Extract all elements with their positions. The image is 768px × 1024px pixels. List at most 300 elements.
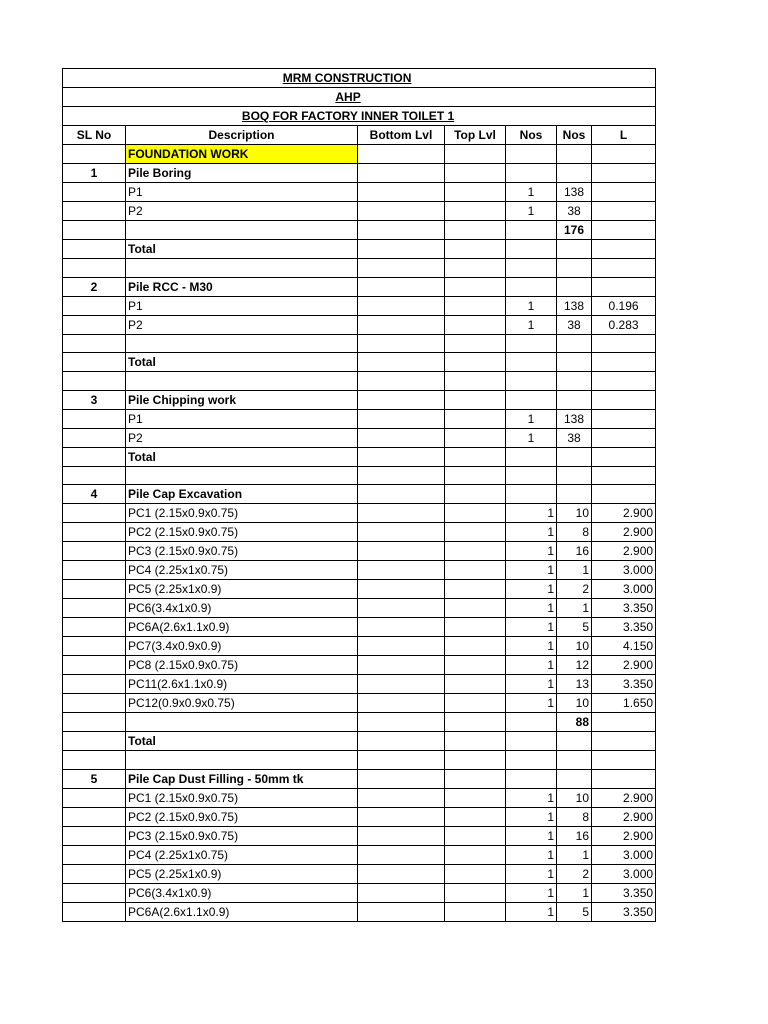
- cell-sl-no: [63, 542, 126, 561]
- cell-top-lvl: [445, 788, 506, 807]
- cell-length: [592, 713, 656, 732]
- table-row: [63, 240, 656, 259]
- cell-bottom-lvl: [358, 751, 445, 770]
- cell-bottom-lvl: [358, 240, 445, 259]
- cell-description: P2: [126, 315, 358, 334]
- cell-length: 3.350: [592, 883, 656, 902]
- cell-bottom-lvl: [358, 675, 445, 694]
- cell-description: [126, 259, 358, 278]
- cell-nos-1: 1: [506, 637, 557, 656]
- cell-nos-2: 38: [557, 315, 592, 334]
- cell-top-lvl: [445, 504, 506, 523]
- cell-sl-no: [63, 883, 126, 902]
- cell-top-lvl: [445, 221, 506, 240]
- cell-nos-1: 1: [506, 542, 557, 561]
- table-row: [63, 466, 656, 485]
- table-row: [63, 353, 656, 372]
- header-nos-2: Nos: [557, 126, 592, 145]
- cell-description: PC6A(2.6x1.1x0.9): [126, 902, 358, 921]
- cell-description: [126, 713, 358, 732]
- cell-nos-2: 8: [557, 523, 592, 542]
- cell-bottom-lvl: [358, 277, 445, 296]
- cell-description: PC1 (2.15x0.9x0.75): [126, 504, 358, 523]
- table-row: [63, 542, 656, 561]
- cell-sl-no: 1: [63, 164, 126, 183]
- cell-length: [592, 485, 656, 504]
- cell-length: [592, 202, 656, 221]
- table-row: [63, 390, 656, 409]
- cell-nos-2: 5: [557, 618, 592, 637]
- cell-nos-1: [506, 353, 557, 372]
- table-row: [63, 675, 656, 694]
- table-row: [63, 732, 656, 751]
- cell-length: [592, 240, 656, 259]
- cell-description: [126, 466, 358, 485]
- cell-top-lvl: [445, 637, 506, 656]
- cell-nos-1: 1: [506, 409, 557, 428]
- cell-length: [592, 221, 656, 240]
- cell-length: [592, 466, 656, 485]
- title-row-company: [63, 69, 656, 88]
- table-row: [63, 372, 656, 391]
- cell-nos-2: [557, 751, 592, 770]
- cell-top-lvl: [445, 845, 506, 864]
- cell-bottom-lvl: [358, 447, 445, 466]
- cell-nos-1: [506, 485, 557, 504]
- cell-length: [592, 751, 656, 770]
- cell-top-lvl: [445, 390, 506, 409]
- table-row: [63, 637, 656, 656]
- cell-nos-2: 16: [557, 826, 592, 845]
- cell-length: [592, 145, 656, 164]
- table-row: [63, 580, 656, 599]
- cell-nos-1: 1: [506, 807, 557, 826]
- cell-description: Total: [126, 353, 358, 372]
- cell-bottom-lvl: [358, 334, 445, 353]
- cell-nos-2: 10: [557, 504, 592, 523]
- cell-top-lvl: [445, 485, 506, 504]
- cell-nos-1: [506, 334, 557, 353]
- table-row: [63, 447, 656, 466]
- cell-length: [592, 769, 656, 788]
- table-row: [63, 902, 656, 921]
- cell-nos-2: 1: [557, 883, 592, 902]
- cell-bottom-lvl: [358, 637, 445, 656]
- cell-top-lvl: [445, 694, 506, 713]
- table-row: [63, 751, 656, 770]
- cell-nos-1: [506, 277, 557, 296]
- cell-sl-no: 5: [63, 769, 126, 788]
- cell-nos-1: 1: [506, 296, 557, 315]
- cell-sl-no: [63, 694, 126, 713]
- cell-bottom-lvl: [358, 353, 445, 372]
- header-row: [63, 126, 656, 145]
- cell-top-lvl: [445, 259, 506, 278]
- cell-sl-no: [63, 656, 126, 675]
- cell-nos-1: 1: [506, 883, 557, 902]
- table-row: [63, 485, 656, 504]
- cell-top-lvl: [445, 561, 506, 580]
- cell-length: 3.350: [592, 618, 656, 637]
- cell-nos-2: 2: [557, 580, 592, 599]
- cell-sl-no: [63, 447, 126, 466]
- cell-nos-2: [557, 334, 592, 353]
- header-top-lvl: Top Lvl: [445, 126, 506, 145]
- cell-nos-2: 2: [557, 864, 592, 883]
- cell-length: 2.900: [592, 504, 656, 523]
- site-title: AHP: [335, 90, 361, 104]
- cell-bottom-lvl: [358, 902, 445, 921]
- cell-top-lvl: [445, 656, 506, 675]
- cell-sl-no: [63, 372, 126, 391]
- cell-bottom-lvl: [358, 202, 445, 221]
- cell-bottom-lvl: [358, 807, 445, 826]
- cell-nos-1: 1: [506, 656, 557, 675]
- cell-nos-2: [557, 353, 592, 372]
- cell-bottom-lvl: [358, 599, 445, 618]
- cell-sl-no: [63, 580, 126, 599]
- cell-description: PC7(3.4x0.9x0.9): [126, 637, 358, 656]
- cell-bottom-lvl: [358, 428, 445, 447]
- cell-length: 3.350: [592, 599, 656, 618]
- cell-length: 2.900: [592, 656, 656, 675]
- cell-nos-2: 88: [557, 713, 592, 732]
- cell-bottom-lvl: [358, 296, 445, 315]
- cell-nos-2: [557, 240, 592, 259]
- cell-top-lvl: [445, 353, 506, 372]
- cell-bottom-lvl: [358, 485, 445, 504]
- cell-length: 2.900: [592, 523, 656, 542]
- cell-nos-2: 1: [557, 845, 592, 864]
- cell-nos-1: [506, 447, 557, 466]
- boq-table: [62, 68, 656, 922]
- header-bottom-lvl: Bottom Lvl: [358, 126, 445, 145]
- cell-nos-1: [506, 713, 557, 732]
- cell-bottom-lvl: [358, 826, 445, 845]
- table-row: [63, 504, 656, 523]
- table-row: [63, 523, 656, 542]
- cell-top-lvl: [445, 296, 506, 315]
- table-row: [63, 826, 656, 845]
- cell-top-lvl: [445, 599, 506, 618]
- cell-nos-1: [506, 769, 557, 788]
- cell-nos-1: 1: [506, 561, 557, 580]
- cell-description: P2: [126, 202, 358, 221]
- cell-bottom-lvl: [358, 656, 445, 675]
- cell-sl-no: [63, 845, 126, 864]
- table-row: [63, 145, 656, 164]
- table-row: [63, 296, 656, 315]
- cell-sl-no: [63, 240, 126, 259]
- table-row: [63, 769, 656, 788]
- cell-top-lvl: [445, 751, 506, 770]
- cell-top-lvl: [445, 315, 506, 334]
- cell-description: P1: [126, 296, 358, 315]
- cell-description: Total: [126, 732, 358, 751]
- cell-top-lvl: [445, 202, 506, 221]
- cell-length: 3.000: [592, 580, 656, 599]
- header-length: L: [592, 126, 656, 145]
- cell-bottom-lvl: [358, 145, 445, 164]
- cell-top-lvl: [445, 164, 506, 183]
- cell-top-lvl: [445, 826, 506, 845]
- cell-nos-2: [557, 372, 592, 391]
- cell-description: Pile Chipping work: [126, 390, 358, 409]
- cell-top-lvl: [445, 334, 506, 353]
- cell-sl-no: [63, 788, 126, 807]
- cell-nos-1: 1: [506, 902, 557, 921]
- cell-description: PC3 (2.15x0.9x0.75): [126, 542, 358, 561]
- cell-bottom-lvl: [358, 259, 445, 278]
- cell-sl-no: 2: [63, 277, 126, 296]
- table-row: [63, 656, 656, 675]
- cell-sl-no: [63, 296, 126, 315]
- cell-nos-2: [557, 732, 592, 751]
- cell-sl-no: [63, 145, 126, 164]
- cell-description: PC6A(2.6x1.1x0.9): [126, 618, 358, 637]
- table-row: [63, 277, 656, 296]
- cell-bottom-lvl: [358, 221, 445, 240]
- cell-nos-1: 1: [506, 675, 557, 694]
- cell-description: PC6(3.4x1x0.9): [126, 599, 358, 618]
- cell-nos-1: [506, 259, 557, 278]
- cell-bottom-lvl: [358, 523, 445, 542]
- cell-length: 2.900: [592, 807, 656, 826]
- cell-nos-1: 1: [506, 580, 557, 599]
- cell-sl-no: [63, 732, 126, 751]
- cell-top-lvl: [445, 277, 506, 296]
- cell-description: P1: [126, 183, 358, 202]
- cell-nos-1: [506, 240, 557, 259]
- cell-nos-1: 1: [506, 315, 557, 334]
- table-row: [63, 561, 656, 580]
- cell-sl-no: [63, 315, 126, 334]
- cell-top-lvl: [445, 618, 506, 637]
- table-row: [63, 845, 656, 864]
- cell-bottom-lvl: [358, 315, 445, 334]
- table-row: [63, 202, 656, 221]
- cell-bottom-lvl: [358, 561, 445, 580]
- table-row: [63, 221, 656, 240]
- cell-description: [126, 221, 358, 240]
- cell-length: 3.000: [592, 845, 656, 864]
- cell-nos-1: 1: [506, 864, 557, 883]
- cell-nos-1: 1: [506, 618, 557, 637]
- cell-nos-2: 10: [557, 637, 592, 656]
- cell-length: [592, 334, 656, 353]
- cell-description: P1: [126, 409, 358, 428]
- cell-nos-2: 138: [557, 409, 592, 428]
- cell-description: PC11(2.6x1.1x0.9): [126, 675, 358, 694]
- cell-nos-1: 1: [506, 523, 557, 542]
- cell-length: 3.000: [592, 864, 656, 883]
- cell-sl-no: [63, 826, 126, 845]
- cell-sl-no: [63, 409, 126, 428]
- cell-description: [126, 372, 358, 391]
- cell-nos-2: [557, 769, 592, 788]
- cell-top-lvl: [445, 713, 506, 732]
- cell-description: PC12(0.9x0.9x0.75): [126, 694, 358, 713]
- boq-sheet: [62, 68, 656, 922]
- cell-length: [592, 183, 656, 202]
- header-sl-no: SL No: [63, 126, 126, 145]
- boq-title: BOQ FOR FACTORY INNER TOILET 1: [241, 109, 455, 123]
- cell-sl-no: [63, 751, 126, 770]
- cell-length: [592, 353, 656, 372]
- cell-top-lvl: [445, 428, 506, 447]
- cell-bottom-lvl: [358, 409, 445, 428]
- cell-nos-1: 1: [506, 183, 557, 202]
- cell-bottom-lvl: [358, 845, 445, 864]
- cell-top-lvl: [445, 580, 506, 599]
- cell-description: PC4 (2.25x1x0.75): [126, 561, 358, 580]
- cell-nos-2: 10: [557, 694, 592, 713]
- cell-bottom-lvl: [358, 769, 445, 788]
- cell-bottom-lvl: [358, 732, 445, 751]
- cell-nos-1: 1: [506, 788, 557, 807]
- cell-sl-no: [63, 504, 126, 523]
- cell-sl-no: [63, 599, 126, 618]
- cell-sl-no: [63, 561, 126, 580]
- cell-sl-no: 3: [63, 390, 126, 409]
- cell-length: 4.150: [592, 637, 656, 656]
- cell-bottom-lvl: [358, 883, 445, 902]
- cell-nos-2: [557, 390, 592, 409]
- cell-sl-no: [63, 637, 126, 656]
- cell-description: PC6(3.4x1x0.9): [126, 883, 358, 902]
- cell-sl-no: [63, 807, 126, 826]
- table-row: [63, 164, 656, 183]
- cell-bottom-lvl: [358, 618, 445, 637]
- cell-top-lvl: [445, 807, 506, 826]
- table-row: [63, 334, 656, 353]
- cell-description: FOUNDATION WORK: [126, 145, 358, 164]
- cell-top-lvl: [445, 372, 506, 391]
- cell-nos-1: 1: [506, 845, 557, 864]
- cell-length: [592, 164, 656, 183]
- table-row: [63, 428, 656, 447]
- cell-top-lvl: [445, 883, 506, 902]
- cell-bottom-lvl: [358, 183, 445, 202]
- cell-description: PC5 (2.25x1x0.9): [126, 580, 358, 599]
- cell-length: 0.196: [592, 296, 656, 315]
- cell-description: [126, 334, 358, 353]
- cell-top-lvl: [445, 864, 506, 883]
- cell-nos-1: [506, 145, 557, 164]
- cell-nos-2: 10: [557, 788, 592, 807]
- cell-sl-no: [63, 523, 126, 542]
- cell-top-lvl: [445, 675, 506, 694]
- cell-description: Pile RCC - M30: [126, 277, 358, 296]
- table-row: [63, 883, 656, 902]
- cell-bottom-lvl: [358, 788, 445, 807]
- cell-description: [126, 751, 358, 770]
- header-description: Description: [126, 126, 358, 145]
- cell-sl-no: [63, 618, 126, 637]
- cell-bottom-lvl: [358, 864, 445, 883]
- cell-sl-no: [63, 221, 126, 240]
- cell-nos-2: [557, 145, 592, 164]
- cell-length: 2.900: [592, 788, 656, 807]
- cell-nos-2: 138: [557, 296, 592, 315]
- table-row: [63, 864, 656, 883]
- cell-sl-no: [63, 259, 126, 278]
- cell-top-lvl: [445, 769, 506, 788]
- cell-nos-1: [506, 466, 557, 485]
- table-row: [63, 694, 656, 713]
- cell-top-lvl: [445, 240, 506, 259]
- cell-sl-no: [63, 675, 126, 694]
- cell-top-lvl: [445, 409, 506, 428]
- cell-bottom-lvl: [358, 504, 445, 523]
- cell-nos-2: 8: [557, 807, 592, 826]
- table-row: [63, 259, 656, 278]
- table-row: [63, 409, 656, 428]
- cell-nos-1: [506, 164, 557, 183]
- cell-sl-no: [63, 202, 126, 221]
- cell-top-lvl: [445, 447, 506, 466]
- cell-description: PC3 (2.15x0.9x0.75): [126, 826, 358, 845]
- table-row: [63, 315, 656, 334]
- cell-nos-2: 12: [557, 656, 592, 675]
- cell-nos-2: [557, 485, 592, 504]
- cell-bottom-lvl: [358, 372, 445, 391]
- cell-length: [592, 372, 656, 391]
- cell-top-lvl: [445, 523, 506, 542]
- cell-top-lvl: [445, 542, 506, 561]
- company-title: MRM CONSTRUCTION: [282, 71, 412, 85]
- cell-length: 3.000: [592, 561, 656, 580]
- table-row: [63, 618, 656, 637]
- cell-length: [592, 447, 656, 466]
- cell-sl-no: [63, 353, 126, 372]
- cell-length: 3.350: [592, 902, 656, 921]
- table-row: [63, 807, 656, 826]
- cell-length: [592, 428, 656, 447]
- cell-nos-2: 38: [557, 202, 592, 221]
- cell-bottom-lvl: [358, 466, 445, 485]
- cell-length: 3.350: [592, 675, 656, 694]
- cell-sl-no: [63, 902, 126, 921]
- cell-sl-no: [63, 334, 126, 353]
- cell-nos-2: 38: [557, 428, 592, 447]
- cell-nos-1: [506, 221, 557, 240]
- cell-length: 1.650: [592, 694, 656, 713]
- cell-bottom-lvl: [358, 542, 445, 561]
- title-row-site: [63, 88, 656, 107]
- cell-description: Total: [126, 240, 358, 259]
- cell-description: Pile Cap Excavation: [126, 485, 358, 504]
- cell-top-lvl: [445, 466, 506, 485]
- cell-description: PC1 (2.15x0.9x0.75): [126, 788, 358, 807]
- cell-top-lvl: [445, 145, 506, 164]
- cell-nos-1: [506, 751, 557, 770]
- cell-description: Pile Cap Dust Filling - 50mm tk: [126, 769, 358, 788]
- cell-description: Pile Boring: [126, 164, 358, 183]
- cell-nos-2: 138: [557, 183, 592, 202]
- cell-sl-no: [63, 713, 126, 732]
- cell-nos-1: 1: [506, 599, 557, 618]
- cell-sl-no: 4: [63, 485, 126, 504]
- cell-nos-2: [557, 277, 592, 296]
- title-row-boq: [63, 107, 656, 126]
- cell-nos-1: 1: [506, 826, 557, 845]
- cell-nos-1: 1: [506, 428, 557, 447]
- table-row: [63, 599, 656, 618]
- cell-sl-no: [63, 864, 126, 883]
- cell-description: PC2 (2.15x0.9x0.75): [126, 807, 358, 826]
- cell-nos-2: [557, 466, 592, 485]
